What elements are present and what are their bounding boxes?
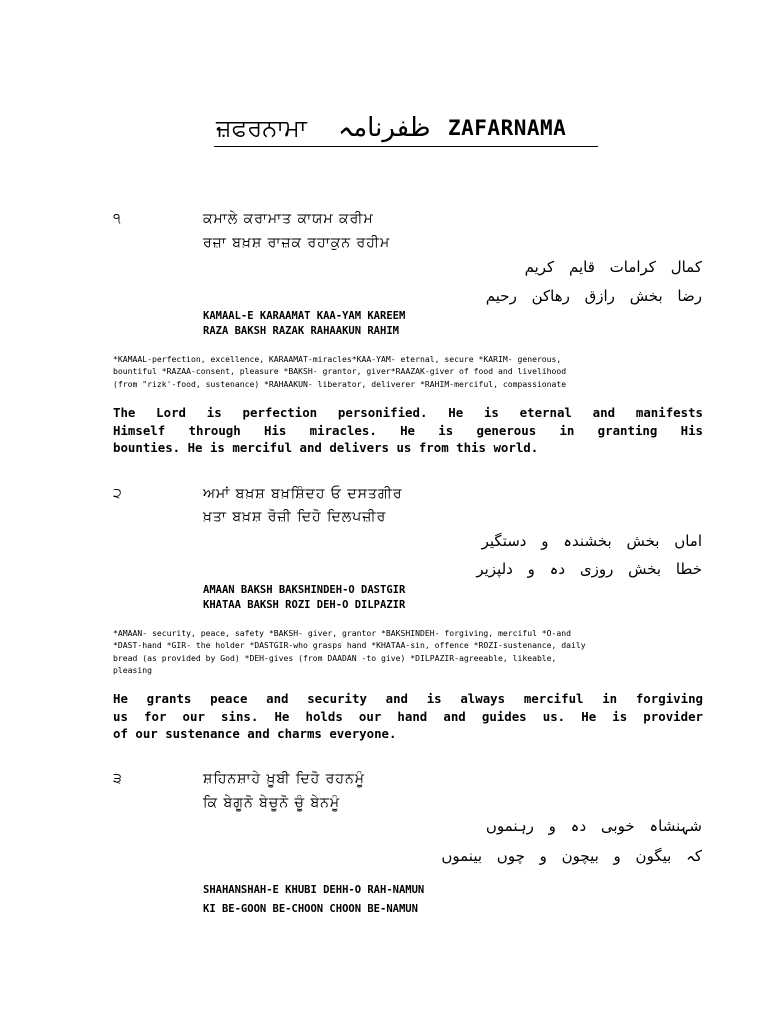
verse-transliteration-line: KI BE-GOON BE-CHOON CHOON BE-NAMUN	[203, 903, 418, 915]
glossary-line: *AMAAN- security, peace, safety *BAKSH- giver, grantor *BAKSHINDEH- forgiving, merciful *O-and	[113, 628, 572, 638]
glossary-line: pleasing	[113, 664, 152, 675]
verse-transliteration-line: RAZA BAKSH RAZAK RAHAAKUN RAHIM	[203, 325, 399, 337]
verse-meaning	[113, 404, 703, 457]
verse-transliteration-line: AMAAN BAKSH BAKSHINDEH-O DASTGIR	[203, 584, 406, 596]
verse-number: ੧	[113, 211, 121, 227]
glossary-line: bread (as provided by God) *DEH-gives (from DAADAN -to give) *DILPAZIR-agreeable, likeable,	[113, 652, 557, 663]
verse-number: ੩	[113, 771, 122, 787]
title-persian: ظفرنامہ	[338, 113, 431, 143]
verse-persian-line: خطا بخش روزی دہ و دلپزیر	[476, 560, 702, 578]
meaning-line: us for our sins. He holds our hand and guides us. He is provider	[113, 708, 703, 724]
verse-glossary	[113, 353, 703, 390]
verse-meaning	[113, 690, 703, 743]
verse-persian-line: اماں بخش بخشندہ و دستگیر	[481, 532, 702, 550]
verse-gurmukhi-line: ਰਜ਼ਾ ਬਖ਼ਸ਼ ਰਾਜ਼ਕ ਰਹਾਕੁਨ ਰਹੀਮ	[203, 235, 391, 251]
glossary-line: bountiful *RAZAA-consent, pleasure *BAKSH- grantor, giver*RAAZAK-giver of food and livelihood	[113, 366, 567, 377]
verse-persian-line: شہنشاہ خوبی دہ و رہنموں	[485, 817, 702, 835]
verse-gurmukhi-line: ਅਮਾਂ ਬਖ਼ਸ਼ ਬਖ਼ਸ਼ਿੰਦਹ ਓ ਦਸਤਗੀਰ	[203, 486, 403, 502]
verse-transliteration-line: KAMAAL-E KARAAMAT KAA-YAM KAREEM	[203, 310, 406, 322]
glossary-line: *DAST-hand *GIR- the holder *DASTGIR-who grasps hand *KHATAA-sin, offence *ROZI-sustenance, daily	[113, 640, 586, 651]
verse-persian-line: کمال کرامات قایم کریم	[524, 258, 702, 276]
page-title	[214, 110, 598, 147]
meaning-line: Himself through His miracles. He is generous in granting His	[113, 422, 703, 438]
verse-transliteration-line: SHAHANSHAH-E KHUBI DEHH-O RAH-NAMUN	[203, 884, 425, 896]
title-gurmukhi: ਜ਼ਫਰਨਾਮਾ	[216, 114, 307, 142]
verse-number: ੨	[113, 486, 122, 502]
meaning-line: He grants peace and security and is always merciful in forgiving	[113, 691, 703, 706]
verse-gurmukhi-line: ਸ਼ਹਿਨਸ਼ਾਹੇ ਖ਼ੂਬੀ ਦਿਹੋ ਰਹਨਮੂੰ	[203, 771, 365, 787]
verse-gurmukhi-line: ਕਿ ਬੇਗੂਨੋ ਬੇਚੂਨੋ ਚੂੰ ਬੇਨਮੂੰ	[203, 795, 341, 811]
verse-transliteration-line: KHATAA BAKSH ROZI DEH-O DILPAZIR	[203, 599, 406, 611]
meaning-line: The Lord is perfection personified. He is eternal and manifests	[113, 405, 703, 420]
glossary-line: *KAMAAL-perfection, excellence, KARAAMAT-miracles*KAA-YAM- eternal, secure *KARIM- generous,	[113, 354, 562, 364]
verse-gurmukhi-line: ਖ਼ਤਾ ਬਖ਼ਸ਼ ਰੋਜ਼ੀ ਦਿਹੋ ਦਿਲਪਜ਼ੀਰ	[203, 509, 387, 525]
meaning-line: of our sustenance and charms everyone.	[113, 726, 397, 742]
glossary-line: (from "rizk'-food, sustenance) *RAHAAKUN- liberator, deliverer *RAHIM-merciful, compassionate	[113, 378, 567, 389]
verse-gurmukhi-line: ਕਮਾਲੇ ਕਰਾਮਾਤ ਕਾਯਮ ਕਰੀਮ	[203, 211, 374, 227]
verse-glossary	[113, 627, 703, 676]
verse-persian-line: کہ بیگون و بیچون و چوں بینموں	[441, 847, 702, 865]
verse-persian-line: رضا بخش رازق رهاکن رحیم	[485, 287, 702, 305]
title-latin: ZAFARNAMA	[448, 116, 567, 140]
meaning-line: bounties. He is merciful and delivers us from this world.	[113, 440, 539, 456]
